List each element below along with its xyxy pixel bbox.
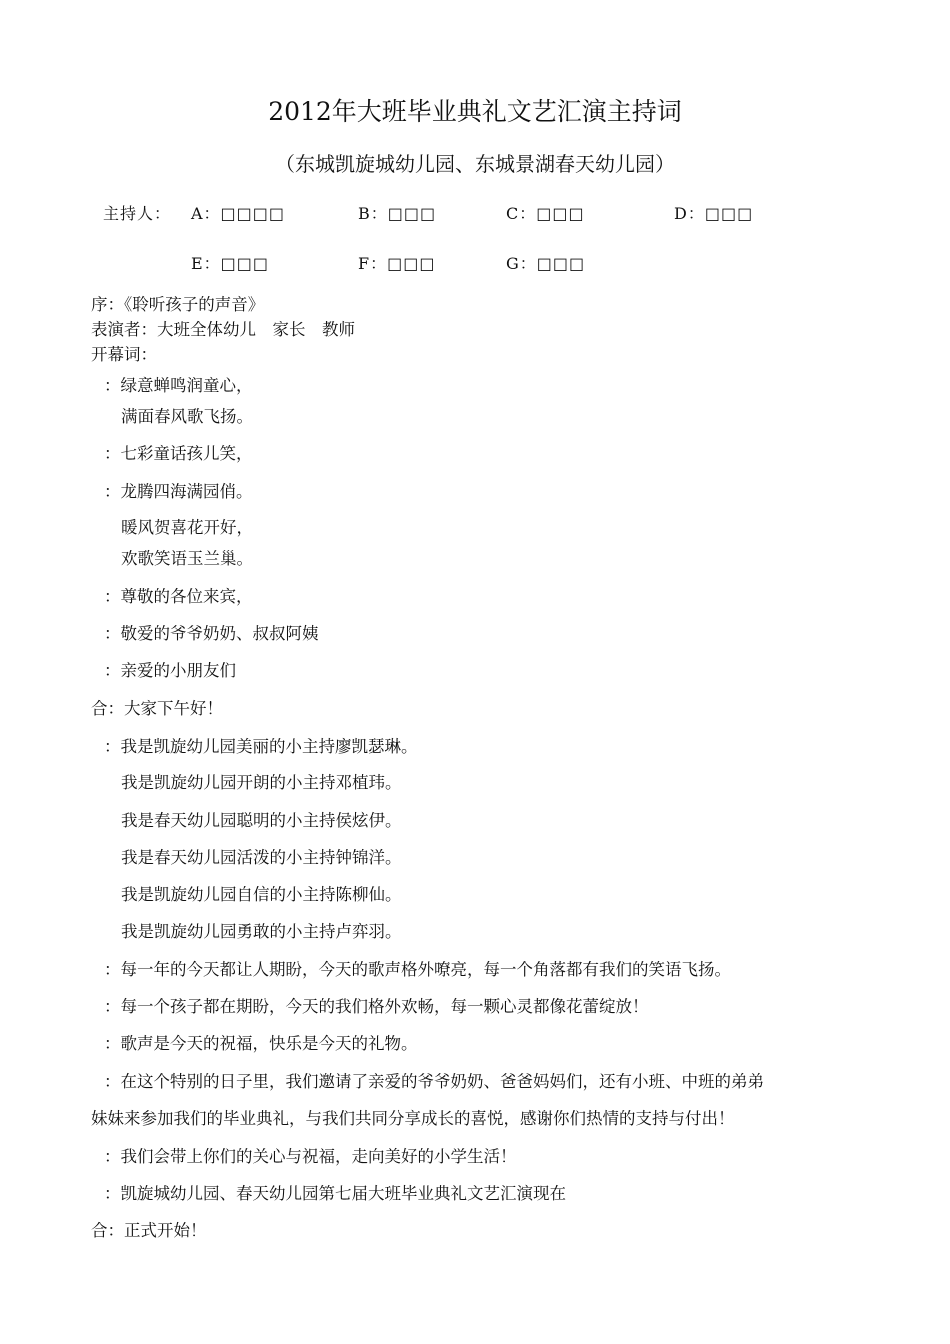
script-line: ：敬爱的爷爷奶奶、叔叔阿姨	[104, 624, 319, 643]
script-line: ：绿意蝉鸣润童心，	[104, 376, 253, 395]
script-line: 合：正式开始！	[91, 1221, 207, 1240]
script-line: ：亲爱的小朋友们	[104, 661, 236, 680]
script-line: 我是春天幼儿园聪明的小主持侯炫伊。	[121, 811, 402, 830]
script-line: 满面春风歌飞扬。	[121, 407, 253, 426]
host-e: E：□□□	[191, 254, 270, 273]
script-line: 我是凯旋幼儿园自信的小主持陈柳仙。	[121, 885, 402, 904]
script-line: 我是凯旋幼儿园开朗的小主持邓植玮。	[121, 773, 402, 792]
opening-label: 开幕词：	[91, 345, 157, 364]
prelude-line: 序：《聆听孩子的声音》	[91, 295, 265, 314]
host-g: G：□□□	[506, 254, 586, 273]
script-line: ：七彩童话孩儿笑，	[104, 444, 253, 463]
host-d: D：□□□	[674, 204, 754, 223]
script-line: 暖风贺喜花开好，	[121, 518, 253, 537]
script-line: ：凯旋城幼儿园、春天幼儿园第七届大班毕业典礼文艺汇演现在	[104, 1184, 566, 1203]
script-line: ：每一个孩子都在期盼，今天的我们格外欢畅，每一颗心灵都像花蕾绽放！	[104, 997, 649, 1016]
host-f: F：□□□	[358, 254, 436, 273]
script-line: 合：大家下午好！	[91, 699, 223, 718]
performers-line: 表演者：大班全体幼儿 家长 教师	[91, 320, 355, 339]
script-line: ：龙腾四海满园俏。	[104, 482, 253, 501]
document-subtitle: （东城凯旋城幼儿园、东城景湖春天幼儿园）	[275, 152, 675, 176]
script-line: 欢歌笑语玉兰巢。	[121, 549, 253, 568]
script-line: 妹妹来参加我们的毕业典礼，与我们共同分享成长的喜悦，感谢你们热情的支持与付出！	[91, 1109, 735, 1128]
script-line: ：歌声是今天的祝福，快乐是今天的礼物。	[104, 1034, 418, 1053]
host-a: A：□□□□	[191, 204, 286, 223]
host-c: C：□□□	[506, 204, 585, 223]
script-line: ：我是凯旋幼儿园美丽的小主持廖凯瑟琳。	[104, 737, 418, 756]
document-title: 2012年大班毕业典礼文艺汇演主持词	[268, 97, 682, 126]
script-line: ：我们会带上你们的关心与祝福，走向美好的小学生活！	[104, 1147, 517, 1166]
script-line: ：尊敬的各位来宾，	[104, 587, 253, 606]
host-b: B：□□□	[358, 204, 437, 223]
script-line: ：每一年的今天都让人期盼，今天的歌声格外嘹亮，每一个角落都有我们的笑语飞扬。	[104, 960, 731, 979]
script-line: ：在这个特别的日子里，我们邀请了亲爱的爷爷奶奶、爸爸妈妈们，还有小班、中班的弟弟	[104, 1072, 764, 1091]
script-line: 我是春天幼儿园活泼的小主持钟锦洋。	[121, 848, 402, 867]
script-line: 我是凯旋幼儿园勇敢的小主持卢弈羽。	[121, 922, 402, 941]
hosts-label: 主持人：	[103, 204, 172, 223]
